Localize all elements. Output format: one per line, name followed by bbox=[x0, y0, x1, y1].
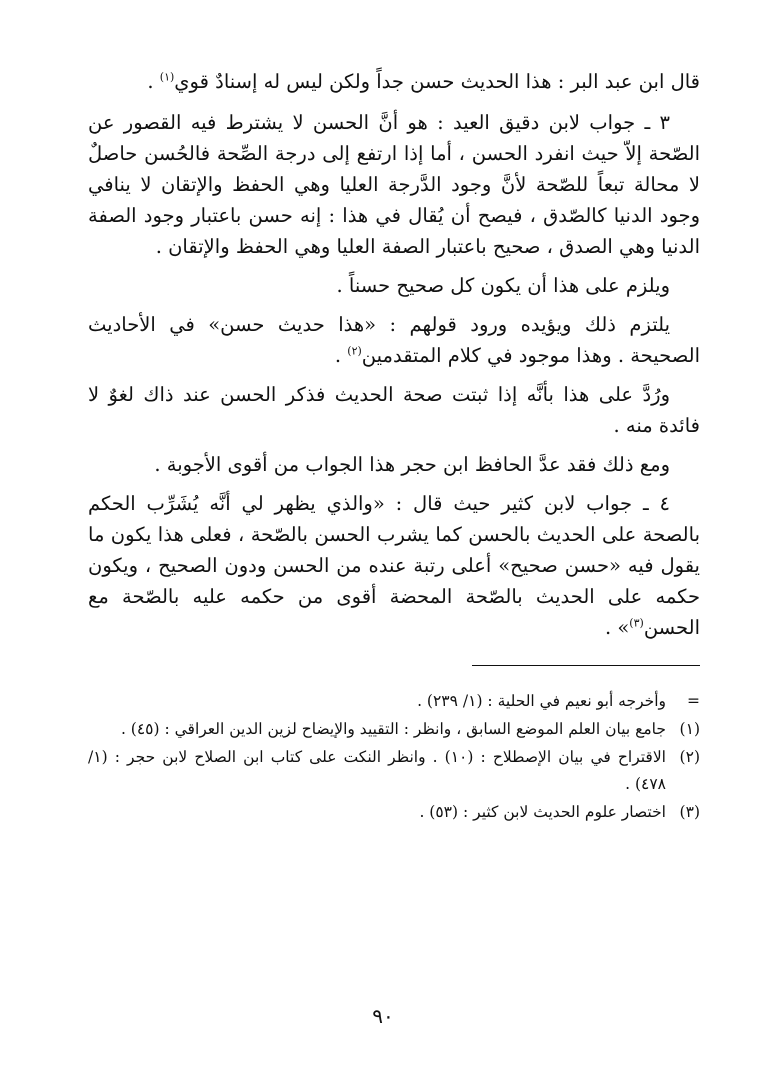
footnote-mark: (٣) bbox=[679, 803, 700, 821]
footnote-continuation bbox=[88, 688, 700, 715]
paragraph-text: ورُدَّ على هذا بأنَّه إذا ثبتت صحة الحديث فذكر الحسن عند ذاك لغوٌ لا فائدة منه . bbox=[88, 383, 700, 437]
paragraph-text: ومع ذلك فقد عدَّ الحافظ ابن حجر هذا الجواب من أقوى الأجوبة . bbox=[154, 453, 670, 476]
footnote-text: اختصار علوم الحديث لابن كثير : (٥٣) . bbox=[419, 803, 666, 821]
paragraph-tail: » . bbox=[604, 616, 630, 639]
paragraph-text: ٤ ـ جواب لابن كثير حيث قال : «والذي يظهر لي أنَّه يُشَرِّب الحكم بالصحة على الحديث بالحسن كما يشرب الحسن بالصّحة ، فعلى هذا يكون ما يقول فيه «حسن صحيح» أعلى رتبة عنده من الحسن ودون الصحيح ، ويكون حكمه على الحديث بالصّحة المحضة أقوى من حكمه عليه بالصّحة مع الحسن bbox=[88, 492, 700, 639]
page-number: ٩٠ bbox=[372, 1004, 394, 1028]
footnote-text: الاقتراح في بيان الإصطلاح : (١٠) . وانظر النكت على كتاب ابن الصلاح لابن حجر : (١/ ٤٧٨) . bbox=[88, 748, 666, 793]
footnote-divider bbox=[472, 665, 700, 666]
paragraph-rebuttal bbox=[88, 379, 700, 441]
paragraph-tail: . bbox=[147, 70, 160, 93]
page-body bbox=[88, 66, 700, 827]
footnote-2 bbox=[88, 744, 700, 798]
paragraph-tail: . bbox=[334, 344, 348, 367]
main-text bbox=[88, 66, 700, 643]
paragraph-text: ويلزم على هذا أن يكون كل صحيح حسناً . bbox=[336, 274, 670, 297]
paragraph-ibn-hajar bbox=[88, 449, 700, 480]
footnote-ref-3[interactable]: (٣) bbox=[629, 616, 644, 630]
footnote-1 bbox=[88, 716, 700, 743]
footnote-ref-2[interactable]: (٢) bbox=[347, 344, 362, 358]
paragraph-text: قال ابن عبد البر : هذا الحديث حسن جداً ولكن ليس له إسنادٌ قوي bbox=[174, 70, 700, 93]
footnote-text: وأخرجه أبو نعيم في الحلية : (١/ ٢٣٩) . bbox=[417, 692, 666, 710]
footnotes bbox=[88, 688, 700, 826]
footnote-3 bbox=[88, 799, 700, 826]
footnote-mark: (١) bbox=[679, 720, 700, 738]
footnote-ref-1[interactable]: (١) bbox=[159, 70, 175, 84]
paragraph-objection bbox=[88, 270, 700, 301]
paragraph-text: يلتزم ذلك ويؤيده ورود قولهم : «هذا حديث حسن» في الأحاديث الصحيحة . وهذا موجود في كلام المتقدمين bbox=[88, 313, 700, 367]
paragraph-ibn-abd-al-barr bbox=[88, 66, 700, 97]
paragraph-answer-3 bbox=[88, 107, 700, 262]
footnote-mark: (٢) bbox=[679, 748, 700, 766]
paragraph-answer-4 bbox=[88, 488, 700, 643]
footnote-text: جامع بيان العلم الموضع السابق ، وانظر : التقييد والإيضاح لزين الدين العراقي : (٤٥) . bbox=[120, 720, 666, 738]
paragraph-commitment bbox=[88, 309, 700, 371]
paragraph-text: ٣ ـ جواب لابن دقيق العيد : هو أنَّ الحسن لا يشترط فيه القصور عن الصّحة إلاّ حيث انفرد الحسن ، أما إذا ارتفع إلى درجة الصِّحة فالحُسن حاصلٌ لا محالة تبعاً للصّحة لأنَّ وجود الدَّرجة العليا وهي الحفظ والإتقان لا ينافي وجود الدنيا كالصّدق ، فيصح أن يُقال في هذا : إنه حسن باعتبار وجود الصفة الدنيا وهي الصدق ، صحيح باعتبار الصفة العليا وهي الحفظ والإتقان . bbox=[88, 111, 700, 258]
footnote-mark: = bbox=[687, 692, 700, 710]
